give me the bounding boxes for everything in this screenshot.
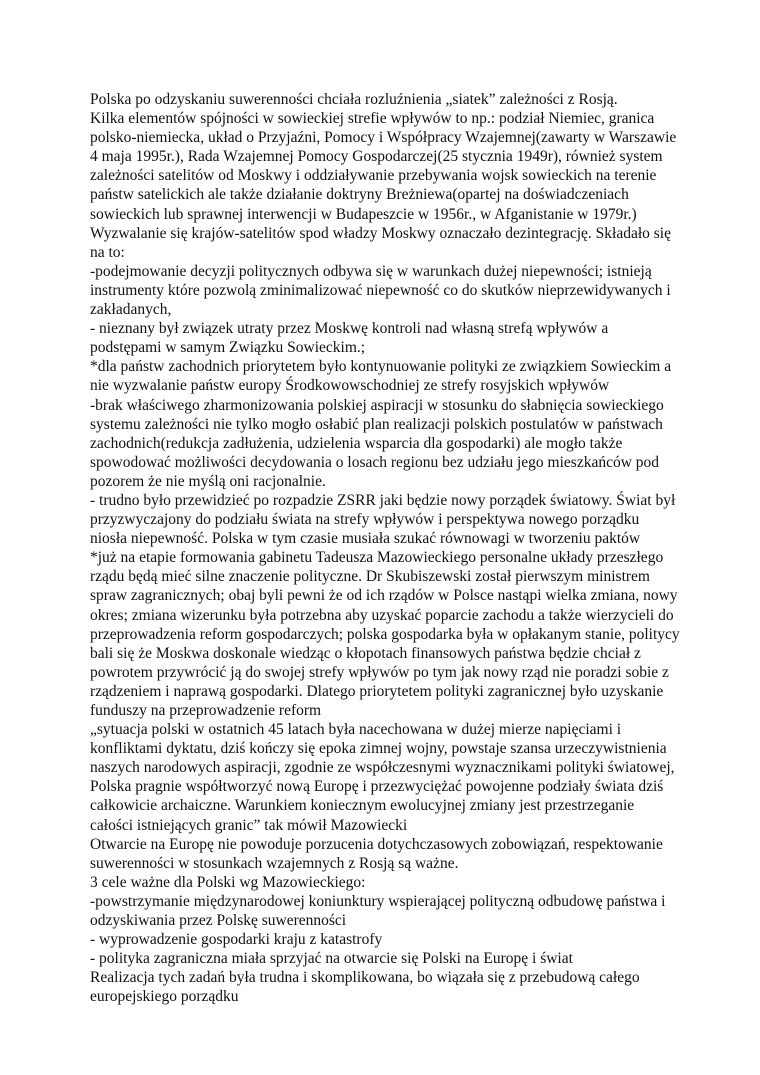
paragraph-cohesion-elements: Kilka elementów spójności w sowieckiej strefie wpływów to np.: podział Niemiec, granica polsko-niemiecka, układ o Przyjaźni, Pomocy i Współpracy Wzajemnej(zawarty w Warszawie 4 maja 1995r.), Rada Wzajemnej Pomocy Gospodarczej(25 stycznia 1949r), również system zależności satelitów od Moskwy i oddziaływanie przebywania wojsk sowieckich na terenie państw satelickich ale także działanie doktryny Breżniewa(opartej na doświadczeniach sowieckich lub sprawnej interwencji w Budapeszcie w 1956r., w Afganistanie w 1979r.): [90, 110, 677, 223]
paragraph-satellite-liberation: Wyzwalanie się krajów-satelitów spod władzy Moskwy oznaczało dezintegrację. Składało się na to:: [90, 224, 671, 261]
paragraph-quote: „sytuacja polski w ostatnich 45 latach była nacechowana w dużej mierze napięciami i konfliktami dyktatu, dziś kończy się epoka zimnej wojny, powstaje szansa urzeczywistnienia naszych narodowych aspiracji, zgodnie ze współczesnymi wyznacznikami polityki światowej, Polska pragnie współtworzyć nową Europę i przezwyciężać powojenne podziały świata dziś całkowicie archaiczne. Warunkiem koniecznym ewolucyjnej zmiany jest przestrzeganie całości istniejących granic” tak mówił Mazowiecki: [90, 721, 675, 834]
paragraph-uncertainty: -podejmowanie decyzji politycznych odbywa się w warunkach dużej niepewności; istnieją instrumenty które pozwolą zminimalizować niepewność co do skutków nieprzewidywanych i zakładanych,: [90, 262, 671, 319]
paragraph-new-world-order: - trudno było przewidzieć po rozpadzie ZSRR jaki będzie nowy porządek światowy. Świat był przyzwyczajony do podziału świata na strefy wpływów i perspektywa nowego porządku niosła niepewność. Polska w tym czasie musiała szukać równowagi w tworzeniu paktów: [90, 491, 676, 548]
paragraph-opening-europe: Otwarcie na Europę nie powoduje porzucenia dotychczasowych zobowiązań, respektowanie suwerenności w stosunkach wzajemnych z Rosją są ważne.: [90, 835, 663, 872]
paragraph-intro: Polska po odzyskaniu suwerenności chciała rozluźnienia „siatek” zależności z Rosją.: [90, 91, 618, 108]
document-page: [90, 90, 680, 1007]
paragraph-goal-1: -powstrzymanie międzynarodowej koniunktury wspierającej polityczną odbudowę państwa i odzyskiwania przez Polskę suwerenności: [90, 892, 666, 930]
paragraph-goals-heading: 3 cele ważne dla Polski wg Mazowieckiego:: [90, 873, 366, 891]
paragraph-moscow-control: - nieznany był związek utraty przez Moskwę kontroli nad własną strefą wpływów a podstępami w samym Związku Sowieckim.;: [90, 320, 609, 357]
paragraph-goal-2: - wyprowadzenie gospodarki kraju z katastrofy: [90, 931, 383, 949]
paragraph-conclusion: Realizacja tych zadań była trudna i skomplikowana, bo wiązała się z przebudową całego europejskiego porządku: [90, 969, 640, 1006]
paragraph-western-priorities: *dla państw zachodnich priorytetem było kontynuowanie polityki ze związkiem Sowieckim a nie wyzwalanie państw europy Środkowowschodniej ze strefy rosyjskich wpływów: [90, 358, 672, 395]
paragraph-harmonization: -brak właściwego zharmonizowania polskiej aspiracji w stosunku do słabnięcia sowieckiego systemu zależności nie tylko mogło osłabić plan realizacji polskich postulatów w państwach zachodnich(redukcja zadłużenia, udzielenia wsparcia dla gospodarki) ale mogło także spowodować możliwości decydowania o losach regionu bez udziału jego mieszkańców pod pozorem że nie myślą oni racjonalnie.: [90, 396, 664, 490]
paragraph-goal-3: - polityka zagraniczna miała sprzyjać na otwarcie się Polski na Europę i świat: [90, 950, 573, 968]
paragraph-mazowiecki-cabinet: *już na etapie formowania gabinetu Tadeusza Mazowieckiego personalne układy przeszłego rządu będą mieć silne znaczenie polityczne. Dr Skubiszewski został pierwszym ministrem spraw zagranicznych; obaj byli pewni że od ich rządów w Polsce nastąpi wielka zmiana, nowy okres; zmiana wizerunku była potrzebna aby uzyskać poparcie zachodu a także wierzycieli do przeprowadzenia reform gospodarczych; polska gospodarka była w opłakanym stanie, politycy bali się że Moskwa doskonale wiedząc o kłopotach finansowych państwa będzie chciał z powrotem przywrócić ją do swojej strefy wpływów po tym jak nowy rząd nie poradzi sobie z rządzeniem i naprawą gospodarki. Dlatego priorytetem polityki zagranicznej było uzyskanie funduszy na przeprowadzenie reform: [90, 549, 680, 719]
